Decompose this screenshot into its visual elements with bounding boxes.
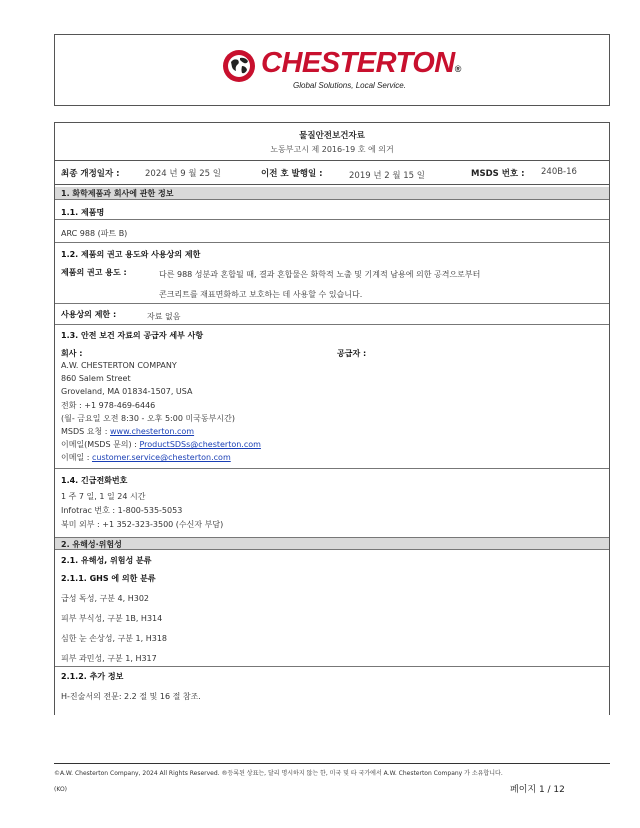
page-number: 페이지 1 / 12 bbox=[510, 785, 565, 795]
customer-email bbox=[61, 452, 231, 463]
previous-issue-label: 이전 호 발행일 : bbox=[261, 169, 323, 179]
msds-email-link[interactable]: ProductSDSs@chesterton.com bbox=[139, 440, 261, 449]
footer-divider bbox=[54, 763, 610, 764]
msds-website-link[interactable]: www.chesterton.com bbox=[110, 427, 195, 436]
restriction-value: 자료 없음 bbox=[147, 312, 181, 321]
msds-number-label: MSDS 번호 : bbox=[471, 169, 525, 179]
company-street: 860 Salem Street bbox=[61, 374, 131, 383]
last-revision-label: 최종 개정일자 : bbox=[61, 169, 120, 179]
company-label: 회사 : bbox=[61, 349, 83, 358]
additional-info: H-진술서의 전문: 2.2 절 및 16 절 참조. bbox=[61, 692, 201, 701]
office-hours: (월- 금요일 오전 8:30 - 오후 5:00 미국동부시간) bbox=[61, 414, 235, 423]
emergency-heading: 1.4. 긴급전화번호 bbox=[61, 476, 128, 485]
hazard-classification-heading: 2.1. 유해성, 위험성 분류 bbox=[61, 556, 152, 565]
company-city: Groveland, MA 01834-1507, USA bbox=[61, 387, 193, 396]
ghs-classification-heading: 2.1.1. GHS 에 의한 분류 bbox=[61, 574, 156, 583]
hazard-class-item: 피부 부식성, 구분 1B, H314 bbox=[61, 614, 163, 623]
product-name-label: 1.1. 제품명 bbox=[61, 208, 105, 217]
main-content bbox=[54, 185, 610, 715]
document-title: 물질안전보건자료 bbox=[299, 131, 365, 141]
recommended-use-line1: 다른 988 성분과 혼합될 때, 결과 혼합물은 화학적 노출 및 기계적 남용에 의한 공격으로부터 bbox=[159, 270, 481, 279]
footer-country-code: (KO) bbox=[54, 786, 68, 793]
footer-copyright: ©A.W. Chesterton Company, 2024 All Rights Reserved. ®등록된 상표는, 달리 명시하지 않는 한, 미국 및 타 국가에서 A.W. Chesterton Company 가 소유합니다. bbox=[54, 770, 503, 777]
msds-number-value: 240B-16 bbox=[541, 167, 577, 177]
msds-email bbox=[61, 439, 261, 450]
document-title-block bbox=[54, 122, 610, 160]
customer-email-link[interactable]: customer.service@chesterton.com bbox=[91, 453, 231, 462]
brand-tagline: Global Solutions, Local Service. bbox=[293, 81, 406, 90]
msds-request bbox=[61, 426, 194, 437]
additional-info-heading: 2.1.2. 추가 정보 bbox=[61, 672, 124, 681]
revision-row bbox=[54, 160, 610, 185]
last-revision-value: 2024 년 9 월 25 일 bbox=[145, 169, 221, 179]
previous-issue-value: 2019 년 2 월 15 일 bbox=[349, 171, 425, 181]
recommended-use-line2: 콘크리트를 재표면화하고 보호하는 데 사용할 수 있습니다. bbox=[159, 290, 363, 299]
customer-email-label: 이메일 : bbox=[61, 453, 92, 462]
hazard-class-item: 급성 독성, 구분 4, H302 bbox=[61, 594, 150, 603]
supplier-details-heading: 1.3. 안전 보건 자료의 공급자 세부 사항 bbox=[61, 331, 204, 340]
emergency-international: 북미 외부 : +1 352-323-3500 (수신자 부담) bbox=[61, 520, 224, 529]
section-2-heading: 2. 유해성·위험성 bbox=[55, 537, 609, 550]
company-name: A.W. CHESTERTON COMPANY bbox=[61, 361, 177, 370]
law-reference: 노동부고시 제 2016-19 호 에 의거 bbox=[270, 145, 394, 154]
recommended-use-label: 제품의 권고 용도 : bbox=[61, 268, 127, 277]
emergency-hours: 1 주 7 일, 1 일 24 시간 bbox=[61, 492, 146, 501]
divider bbox=[55, 468, 609, 469]
divider bbox=[55, 324, 609, 325]
company-phone: 전화 : +1 978-469-6446 bbox=[61, 401, 156, 410]
brand-logo: CHESTERTON® bbox=[261, 47, 461, 79]
divider bbox=[55, 303, 609, 304]
recommended-use-heading: 1.2. 제품의 권고 용도와 사용상의 제한 bbox=[61, 250, 201, 259]
product-name: ARC 988 (파트 B) bbox=[61, 229, 128, 238]
globe-icon bbox=[221, 48, 257, 84]
hazard-class-item: 피부 과민성, 구분 1, H317 bbox=[61, 654, 157, 663]
logo-header bbox=[54, 34, 610, 106]
msds-request-label: MSDS 요청 : bbox=[61, 427, 110, 436]
divider bbox=[55, 242, 609, 243]
divider bbox=[55, 666, 609, 667]
supplier-label: 공급자 : bbox=[337, 349, 367, 358]
restriction-label: 사용상의 제한 : bbox=[61, 310, 117, 319]
section-1-heading: 1. 화학제품과 회사에 관한 정보 bbox=[55, 187, 609, 200]
divider bbox=[55, 219, 609, 220]
hazard-class-item: 심한 눈 손상성, 구분 1, H318 bbox=[61, 634, 167, 643]
msds-email-label: 이메일(MSDS 문의) : bbox=[61, 440, 140, 449]
emergency-infotrac: Infotrac 번호 : 1-800-535-5053 bbox=[61, 506, 183, 515]
